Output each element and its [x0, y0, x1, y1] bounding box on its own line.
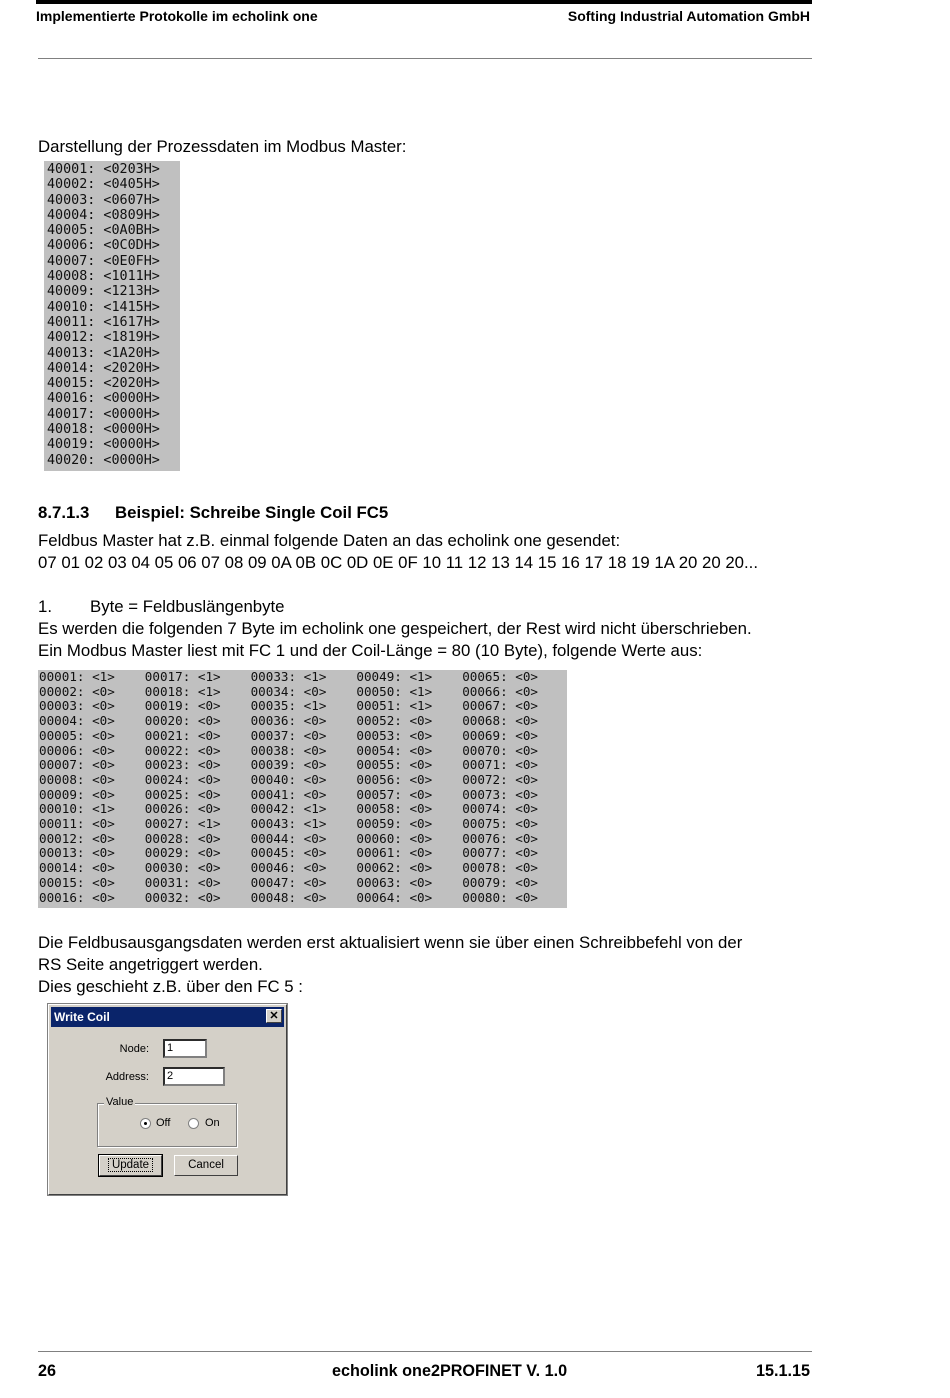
coil-cell: 00021: <0>	[144, 727, 221, 743]
paragraph-3-line-1: Die Feldbusausgangsdaten werden erst aktualisiert wenn sie über einen Schreibbefehl von der	[38, 933, 743, 952]
coil-cell: 00008: <0>	[39, 771, 115, 787]
coil-column	[355, 670, 461, 908]
list-item-number: 1.	[38, 597, 52, 616]
header-top-rule	[36, 0, 812, 4]
paragraph-2-line-2: Ein Modbus Master liest mit FC 1 und der Coil-Länge = 80 (10 Byte), folgende Werte aus:	[38, 641, 703, 660]
footer-divider	[38, 1351, 812, 1352]
paragraph-1-line-1: Feldbus Master hat z.B. einmal folgende Daten an das echolink one gesendet:	[38, 531, 621, 550]
coil-column	[250, 670, 356, 908]
coil-cell: 00052: <0>	[356, 713, 433, 729]
register-line: 40004: <0809H>	[47, 207, 160, 223]
coil-cell: 00012: <0>	[39, 830, 115, 846]
register-line: 40009: <1213H>	[47, 284, 160, 300]
list-item-text: Byte = Feldbuslängenbyte	[90, 597, 285, 616]
coil-cell: 00045: <0>	[250, 845, 327, 861]
coil-cell: 00071: <0>	[462, 757, 539, 773]
paragraph-2-line-1: Es werden die folgenden 7 Byte im echolink one gespeichert, der Rest wird nicht überschrieben.	[38, 619, 752, 638]
off-radio[interactable]	[140, 1118, 151, 1129]
coil-cell: 00051: <1>	[356, 698, 433, 714]
register-listing	[44, 161, 180, 471]
node-input[interactable]: 1	[163, 1039, 207, 1058]
coil-cell: 00058: <0>	[356, 801, 433, 817]
coil-cell: 00060: <0>	[356, 830, 433, 846]
coil-cell: 00076: <0>	[462, 830, 539, 846]
coil-cell: 00027: <1>	[144, 816, 221, 832]
coil-cell: 00022: <0>	[144, 742, 221, 758]
coil-cell: 00037: <0>	[250, 727, 327, 743]
off-radio-label: Off	[156, 1117, 171, 1129]
coil-cell: 00077: <0>	[462, 845, 539, 861]
coil-cell: 00055: <0>	[356, 757, 433, 773]
coil-cell: 00023: <0>	[144, 757, 221, 773]
footer-product: echolink one2PROFINET V. 1.0	[332, 1362, 568, 1380]
coil-cell: 00044: <0>	[250, 830, 327, 846]
coil-cell: 00050: <1>	[356, 683, 433, 699]
coil-cell: 00001: <1>	[39, 669, 115, 684]
coil-cell: 00067: <0>	[462, 698, 539, 714]
register-line: 40001: <0203H>	[47, 162, 160, 177]
update-button-label: Update	[108, 1158, 153, 1172]
on-radio[interactable]	[188, 1118, 199, 1129]
coil-cell: 00031: <0>	[144, 874, 221, 890]
section-number: 8.7.1.3	[38, 503, 90, 522]
coil-cell: 00019: <0>	[144, 698, 221, 714]
coil-cell: 00034: <0>	[250, 683, 327, 699]
register-line: 40008: <1011H>	[47, 269, 160, 285]
coil-cell: 00025: <0>	[144, 786, 221, 802]
intro-text: Darstellung der Prozessdaten im Modbus Master:	[38, 137, 407, 156]
update-button[interactable]	[99, 1155, 162, 1176]
coil-cell: 00016: <0>	[39, 889, 115, 905]
coil-cell: 00074: <0>	[462, 801, 539, 817]
dialog-titlebar	[51, 1007, 284, 1027]
coil-cell: 00039: <0>	[250, 757, 327, 773]
coil-cell: 00030: <0>	[144, 860, 221, 876]
paragraph-3-line-2: RS Seite angetriggert werden.	[38, 955, 263, 974]
coil-cell: 00042: <1>	[250, 801, 327, 817]
coil-cell: 00033: <1>	[250, 669, 327, 684]
coil-cell: 00006: <0>	[39, 742, 115, 758]
register-line: 40020: <0000H>	[47, 452, 160, 468]
register-line: 40014: <2020H>	[47, 360, 160, 376]
header-right-company: Softing Industrial Automation GmbH	[567, 8, 810, 24]
coil-cell: 00062: <0>	[356, 860, 433, 876]
coil-cell: 00064: <0>	[356, 889, 433, 905]
paragraph-3-line-3: Dies geschieht z.B. über den FC 5 :	[38, 977, 303, 996]
address-input[interactable]: 2	[163, 1067, 225, 1086]
list-item	[38, 596, 285, 618]
coil-cell: 00014: <0>	[39, 860, 115, 876]
coil-cell: 00040: <0>	[250, 771, 327, 787]
coil-cell: 00043: <1>	[250, 816, 327, 832]
coil-cell: 00072: <0>	[462, 771, 539, 787]
coil-column	[38, 670, 144, 908]
coil-cell: 00078: <0>	[462, 860, 539, 876]
coil-cell: 00017: <1>	[144, 669, 221, 684]
coil-cell: 00079: <0>	[462, 874, 539, 890]
coil-cell: 00024: <0>	[144, 771, 221, 787]
register-line: 40011: <1617H>	[47, 314, 160, 330]
on-radio-label: On	[205, 1117, 220, 1129]
register-line: 40015: <2020H>	[47, 376, 160, 392]
write-coil-dialog	[48, 1004, 287, 1195]
coil-cell: 00002: <0>	[39, 683, 115, 699]
coil-cell: 00046: <0>	[250, 860, 327, 876]
coil-cell: 00056: <0>	[356, 771, 433, 787]
coil-cell: 00009: <0>	[39, 786, 115, 802]
address-label: Address:	[105, 1071, 149, 1083]
section-title: Beispiel: Schreibe Single Coil FC5	[115, 503, 389, 522]
coil-cell: 00070: <0>	[462, 742, 539, 758]
value-group-label: Value	[106, 1096, 134, 1108]
coil-cell: 00068: <0>	[462, 713, 539, 729]
coil-cell: 00003: <0>	[39, 698, 115, 714]
close-icon[interactable]: ✕	[266, 1009, 282, 1023]
coil-cell: 00035: <1>	[250, 698, 327, 714]
register-line: 40013: <1A20H>	[47, 345, 160, 361]
coil-cell: 00066: <0>	[462, 683, 539, 699]
header-divider	[38, 58, 812, 59]
coil-cell: 00080: <0>	[462, 889, 539, 905]
header-left-title: Implementierte Protokolle im echolink one	[36, 8, 318, 24]
coil-cell: 00026: <0>	[144, 801, 221, 817]
coil-cell: 00063: <0>	[356, 874, 433, 890]
register-line: 40005: <0A0BH>	[47, 223, 160, 239]
coil-cell: 00004: <0>	[39, 713, 115, 729]
coil-cell: 00057: <0>	[356, 786, 433, 802]
coil-cell: 00047: <0>	[250, 874, 327, 890]
coil-cell: 00036: <0>	[250, 713, 327, 729]
register-line: 40019: <0000H>	[47, 437, 160, 453]
register-line: 40016: <0000H>	[47, 391, 160, 407]
register-line: 40010: <1415H>	[47, 299, 160, 315]
register-line: 40018: <0000H>	[47, 422, 160, 438]
cancel-button[interactable]: Cancel	[174, 1155, 238, 1176]
coil-cell: 00075: <0>	[462, 816, 539, 832]
register-line: 40006: <0C0DH>	[47, 238, 160, 254]
coil-cell: 00038: <0>	[250, 742, 327, 758]
coil-cell: 00011: <0>	[39, 816, 115, 832]
footer-date: 15.1.15	[756, 1362, 811, 1380]
coil-cell: 00005: <0>	[39, 727, 115, 743]
coil-cell: 00069: <0>	[462, 727, 539, 743]
register-line: 40007: <0E0FH>	[47, 253, 160, 269]
register-line: 40017: <0000H>	[47, 406, 160, 422]
coil-column	[144, 670, 250, 908]
coil-cell: 00015: <0>	[39, 874, 115, 890]
coil-cell: 00029: <0>	[144, 845, 221, 861]
coil-cell: 00049: <1>	[356, 669, 433, 684]
coil-cell: 00032: <0>	[144, 889, 221, 905]
coil-cell: 00007: <0>	[39, 757, 115, 773]
coil-column	[461, 670, 567, 908]
coil-cell: 00041: <0>	[250, 786, 327, 802]
coil-cell: 00073: <0>	[462, 786, 539, 802]
coil-cell: 00054: <0>	[356, 742, 433, 758]
value-group	[97, 1096, 237, 1147]
coil-cell: 00020: <0>	[144, 713, 221, 729]
dialog-title: Write Coil	[54, 1010, 110, 1024]
node-label: Node:	[119, 1043, 149, 1055]
register-line: 40002: <0405H>	[47, 177, 160, 193]
paragraph-1-line-2: 07 01 02 03 04 05 06 07 08 09 0A 0B 0C 0D 0E 0F 10 11 12 13 14 15 16 17 18 19 1A 20 20 20...	[38, 553, 759, 572]
register-line: 40012: <1819H>	[47, 330, 160, 346]
coil-cell: 00061: <0>	[356, 845, 433, 861]
coil-cell: 00059: <0>	[356, 816, 433, 832]
coil-listing	[38, 670, 567, 908]
section-heading	[38, 503, 388, 523]
coil-cell: 00053: <0>	[356, 727, 433, 743]
coil-cell: 00018: <1>	[144, 683, 221, 699]
coil-cell: 00048: <0>	[250, 889, 327, 905]
footer-page-number: 26	[38, 1362, 57, 1380]
coil-cell: 00013: <0>	[39, 845, 115, 861]
coil-cell: 00028: <0>	[144, 830, 221, 846]
coil-cell: 00010: <1>	[39, 801, 115, 817]
coil-cell: 00065: <0>	[462, 669, 539, 684]
register-line: 40003: <0607H>	[47, 192, 160, 208]
